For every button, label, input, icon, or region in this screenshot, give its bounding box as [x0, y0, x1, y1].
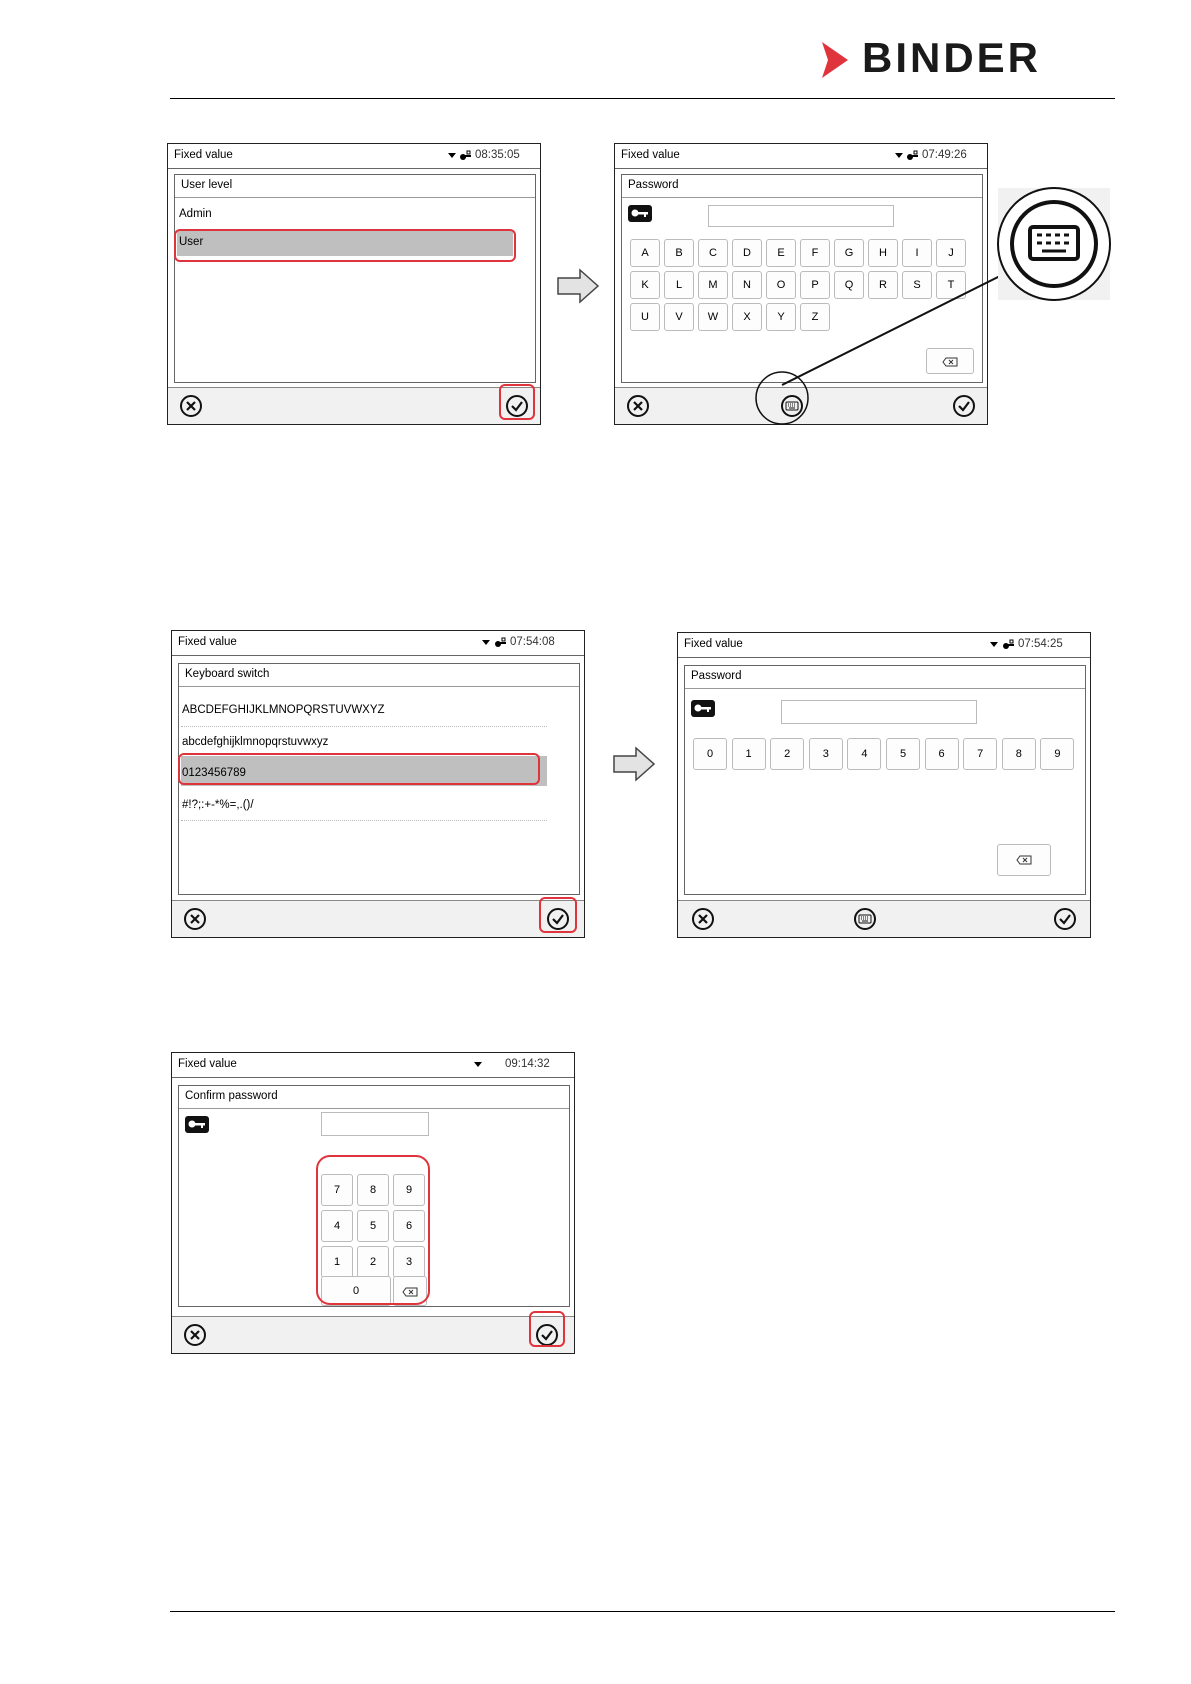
password-panel — [684, 665, 1086, 895]
clock-time: 09:14:32 — [505, 1058, 550, 1070]
panel-header — [175, 175, 535, 198]
lock-key-icon — [1003, 639, 1015, 650]
key-e[interactable]: E — [766, 239, 796, 267]
key-icon — [628, 205, 652, 222]
password-input[interactable] — [781, 700, 977, 724]
keypad-key-5[interactable]: 5 — [357, 1210, 389, 1242]
key-w[interactable]: W — [698, 303, 728, 331]
binder-logo-text: BINDER — [862, 34, 1042, 81]
right-arrow-icon — [556, 268, 600, 304]
binder-logo-mark-icon — [820, 40, 850, 80]
close-icon — [188, 912, 202, 926]
status-bar — [678, 633, 1090, 658]
status-bar — [172, 631, 584, 656]
key-l[interactable]: L — [664, 271, 694, 299]
keypad-highlight-frame — [316, 1155, 430, 1305]
keypad-key-8[interactable]: 8 — [357, 1174, 389, 1206]
keyboard-option-lowercase[interactable]: abcdefghijklmnopqrstuvwxyz — [182, 736, 329, 748]
numeric-key-3[interactable]: 3 — [809, 738, 843, 770]
key-x[interactable]: X — [732, 303, 762, 331]
header-rule — [170, 98, 1115, 99]
user-level-item-user[interactable]: User — [179, 236, 204, 248]
status-bar — [615, 144, 987, 169]
panel-title: Keyboard switch — [185, 668, 270, 680]
keyboard-option-numeric[interactable]: 0123456789 — [182, 767, 246, 779]
key-u[interactable]: U — [630, 303, 660, 331]
key-m[interactable]: M — [698, 271, 728, 299]
keypad-key-6[interactable]: 6 — [393, 1210, 425, 1242]
numeric-key-0[interactable]: 0 — [693, 738, 727, 770]
confirm-button[interactable] — [1054, 908, 1076, 930]
key-f[interactable]: F — [800, 239, 830, 267]
dropdown-caret-icon[interactable] — [482, 640, 490, 645]
dropdown-caret-icon[interactable] — [448, 153, 456, 158]
keyboard-icon — [858, 912, 872, 926]
panel-title: Confirm password — [185, 1090, 278, 1102]
list-divider — [181, 820, 547, 821]
list-divider — [181, 726, 547, 727]
key-d[interactable]: D — [732, 239, 762, 267]
screen-title: Fixed value — [684, 638, 743, 650]
keypad-key-2[interactable]: 2 — [357, 1246, 389, 1278]
clock-time: 08:35:05 — [475, 149, 520, 161]
footer-rule — [170, 1611, 1115, 1612]
key-j[interactable]: J — [936, 239, 966, 267]
status-bar — [168, 144, 540, 169]
keyboard-switch-button[interactable] — [854, 908, 876, 930]
cancel-button[interactable] — [184, 908, 206, 930]
dropdown-caret-icon[interactable] — [990, 642, 998, 647]
cancel-button[interactable] — [692, 908, 714, 930]
key-t[interactable]: T — [936, 271, 966, 299]
key-v[interactable]: V — [664, 303, 694, 331]
key-c[interactable]: C — [698, 239, 728, 267]
clock-time: 07:49:26 — [922, 149, 967, 161]
bottom-bar — [168, 387, 540, 424]
numeric-key-2[interactable]: 2 — [770, 738, 804, 770]
check-icon — [1058, 912, 1072, 926]
dropdown-caret-icon[interactable] — [474, 1062, 482, 1067]
panel-title: Password — [628, 179, 679, 191]
screen-title: Fixed value — [174, 149, 233, 161]
key-s[interactable]: S — [902, 271, 932, 299]
key-p[interactable]: P — [800, 271, 830, 299]
cancel-button[interactable] — [627, 395, 649, 417]
numeric-key-5[interactable]: 5 — [886, 738, 920, 770]
selection-highlight-frame — [178, 753, 540, 785]
panel-title: Password — [691, 670, 742, 682]
key-a[interactable]: A — [630, 239, 660, 267]
key-h[interactable]: H — [868, 239, 898, 267]
key-z[interactable]: Z — [800, 303, 830, 331]
bottom-bar — [172, 900, 584, 937]
user-level-item-admin[interactable]: Admin — [179, 208, 212, 220]
dropdown-caret-icon[interactable] — [895, 153, 903, 158]
keypad-key-0[interactable]: 0 — [321, 1276, 391, 1306]
screen-password-numeric — [677, 632, 1091, 938]
close-icon — [696, 912, 710, 926]
selection-highlight-frame — [174, 229, 516, 262]
confirm-highlight-frame — [499, 384, 535, 420]
keypad-key-1[interactable]: 1 — [321, 1246, 353, 1278]
key-o[interactable]: O — [766, 271, 796, 299]
close-icon — [184, 399, 198, 413]
numeric-key-6[interactable]: 6 — [925, 738, 959, 770]
key-r[interactable]: R — [868, 271, 898, 299]
numeric-key-4[interactable]: 4 — [847, 738, 881, 770]
clock-time: 07:54:08 — [510, 636, 555, 648]
clock-time: 07:54:25 — [1018, 638, 1063, 650]
numeric-key-8[interactable]: 8 — [1002, 738, 1036, 770]
key-i[interactable]: I — [902, 239, 932, 267]
numeric-key-1[interactable]: 1 — [732, 738, 766, 770]
keyboard-option-symbols[interactable]: #!?;:+-*%=,.()/ — [182, 799, 254, 811]
confirm-highlight-frame — [529, 1311, 565, 1347]
key-y[interactable]: Y — [766, 303, 796, 331]
panel-header — [685, 666, 1085, 689]
keypad-key-7[interactable]: 7 — [321, 1174, 353, 1206]
lock-key-icon — [907, 150, 919, 161]
panel-header — [179, 664, 579, 687]
bottom-bar — [678, 900, 1090, 937]
cancel-button[interactable] — [184, 1324, 206, 1346]
keypad-key-9[interactable]: 9 — [393, 1174, 425, 1206]
keyboard-callout — [750, 180, 1130, 440]
screen-keyboard-switch — [171, 630, 585, 938]
screen-confirm-password — [171, 1052, 575, 1354]
password-input[interactable] — [321, 1112, 429, 1136]
numeric-key-9[interactable]: 9 — [1040, 738, 1074, 770]
status-bar — [172, 1053, 574, 1078]
screen-title: Fixed value — [178, 1058, 237, 1070]
key-g[interactable]: G — [834, 239, 864, 267]
screen-title: Fixed value — [178, 636, 237, 648]
numeric-key-7[interactable]: 7 — [963, 738, 997, 770]
binder-logo — [820, 34, 1120, 82]
key-q[interactable]: Q — [834, 271, 864, 299]
backspace-key[interactable] — [997, 844, 1051, 876]
backspace-icon — [1016, 855, 1032, 865]
key-icon — [691, 700, 715, 717]
right-arrow-icon — [612, 746, 656, 782]
lock-key-icon — [495, 637, 507, 648]
confirm-highlight-frame — [539, 897, 577, 933]
panel-header — [179, 1086, 569, 1109]
key-k[interactable]: K — [630, 271, 660, 299]
close-icon — [631, 399, 645, 413]
bottom-bar — [172, 1316, 574, 1353]
keyboard-option-uppercase[interactable]: ABCDEFGHIJKLMNOPQRSTUVWXYZ — [182, 704, 385, 716]
keypad-key-3[interactable]: 3 — [393, 1246, 425, 1278]
screen-title: Fixed value — [621, 149, 680, 161]
key-icon — [185, 1116, 209, 1133]
panel-title: User level — [181, 179, 233, 191]
lock-key-icon — [460, 150, 472, 161]
key-n[interactable]: N — [732, 271, 762, 299]
key-b[interactable]: B — [664, 239, 694, 267]
close-icon — [188, 1328, 202, 1342]
screen-user-level — [167, 143, 541, 425]
cancel-button[interactable] — [180, 395, 202, 417]
keypad-key-4[interactable]: 4 — [321, 1210, 353, 1242]
user-level-panel — [174, 174, 536, 383]
